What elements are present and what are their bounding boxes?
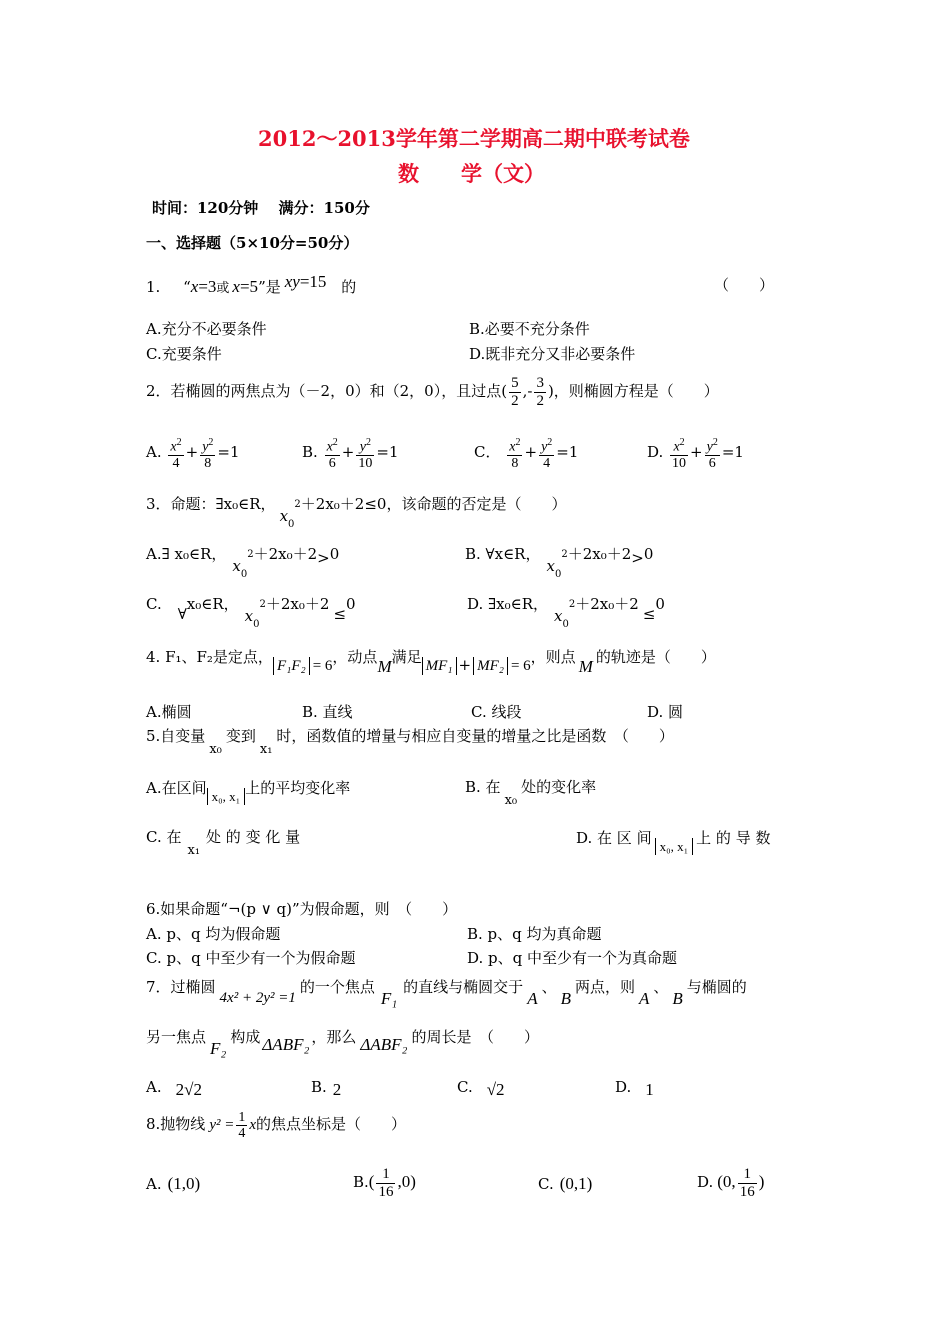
q1-option-c: C.充要条件 bbox=[146, 345, 222, 363]
question-3-stem: 3．命题：∃x₀∈R，$x_0^2+2x_0+2\le 0$，该命题的否定是（ ） bbox=[146, 495, 567, 530]
q1-close-quote: ”是 bbox=[258, 278, 281, 296]
question-2-stem bbox=[146, 373, 719, 410]
q2-stem-post: ，则椭圆方程是（ ） bbox=[553, 382, 719, 400]
q5-option-c: C. 在x₁处 的 变 化 量 bbox=[146, 828, 301, 858]
q1-eq2: =5 bbox=[239, 277, 259, 296]
q8-option-b: B.( $\frac{1}{16}$ ,0) bbox=[353, 1165, 416, 1200]
q2-stem-pre: 2．若椭圆的两焦点为（－2，0）和（2，0），且过点 bbox=[146, 382, 502, 400]
q7-option-a: A. 2√2 bbox=[146, 1078, 202, 1099]
q2-point-open: ( bbox=[501, 382, 508, 400]
q3-option-b: B. ∀x∈R，$x_0^2+2x_0+2>0$ bbox=[465, 545, 654, 580]
q2-point-mid: ,- bbox=[522, 382, 533, 400]
q4-option-a: A.椭圆 bbox=[146, 703, 192, 721]
q6-option-b: B. p、q 均为真命题 bbox=[467, 925, 602, 943]
question-5-stem: 5.自变量x₀变到x₁时，函数值的增量与相应自变量的增量之比是函数 （ ） bbox=[146, 727, 674, 757]
subject-title: 数 学（文） bbox=[398, 161, 545, 186]
q1-var-x: x bbox=[190, 277, 199, 296]
q6-option-a: A. p、q 均为假命题 bbox=[146, 925, 281, 943]
q2-frac-3-2: $\frac{3}{2}$ bbox=[536, 374, 544, 409]
q6-option-d: D. p、q 中至少有一个为真命题 bbox=[467, 949, 678, 967]
q4-option-d: D. 圆 bbox=[647, 703, 684, 721]
q7-option-d: D. 1 bbox=[615, 1078, 654, 1099]
q3-option-c: C.∀x₀∈R，$x_0^2+2x_0+2\le 0$ bbox=[146, 595, 356, 630]
exam-info: 时间：120分钟 满分：150分 bbox=[152, 199, 370, 217]
q7-option-c: C. √2 bbox=[457, 1078, 505, 1099]
q1-eq3: =15 bbox=[299, 272, 327, 291]
q8-option-a: A. (1,0) bbox=[146, 1174, 201, 1193]
section-heading: 一、选择题（5×10分=50分） bbox=[146, 234, 359, 252]
q2-point-close: ) bbox=[547, 382, 554, 400]
q1-de: 的 bbox=[341, 278, 357, 296]
q8-option-c: C. (0,1) bbox=[538, 1174, 593, 1193]
q1-xy: xy bbox=[284, 272, 300, 291]
q4-option-b: B. 直线 bbox=[302, 703, 353, 721]
q1-number: 1. bbox=[146, 278, 161, 296]
q8-option-d: D. (0, $\frac{1}{16}$ ) bbox=[697, 1165, 765, 1200]
q2-option-d: D. $\frac{x^2}{10}$ + $\frac{y^2}{6}$ =1 bbox=[647, 437, 744, 471]
q1-quote: “ bbox=[183, 278, 191, 296]
question-7-line2: 另一焦点F₂构成 ΔABF₂ ，那么 ΔABF₂ 的周长是 （ ） bbox=[146, 1028, 539, 1058]
q1-option-d: D.既非充分又非必要条件 bbox=[469, 345, 636, 363]
q2-option-c: C． $\frac{x^2}{8}$ + $\frac{y^2}{4}$ =1 bbox=[474, 437, 579, 471]
question-4-stem: 4. F₁、F₂是定点， F₁F₂ = 6，动点M满足 MF₁ + MF₂ = 6，则点 M 的轨迹是（ ） bbox=[146, 648, 716, 676]
q3-option-d: D. ∃x₀∈R，$x_0^2+2x_0+2\le 0$ bbox=[467, 595, 665, 630]
q1-or: 或 bbox=[216, 281, 230, 296]
question-1-stem bbox=[146, 272, 357, 296]
q1-option-a: A.充分不必要条件 bbox=[146, 320, 267, 338]
q6-option-c: C. p、q 中至少有一个为假命题 bbox=[146, 949, 356, 967]
q1-eq1: =3 bbox=[198, 277, 217, 296]
question-7-stem: 7．过椭圆4x² + 2y² =1的一个焦点F₁的直线与椭圆交于A、B两点，则A、B与椭圆的 bbox=[146, 978, 747, 1008]
q2-frac-5-2: $\frac{5}{2}$ bbox=[511, 374, 519, 409]
q2-option-a: A. $\frac{x^2}{4}$ + $\frac{y^2}{8}$ =1 bbox=[146, 437, 240, 471]
exam-title: 2012～2013学年第二学期高二期中联考试卷 bbox=[258, 126, 690, 151]
question-8-stem: 8.抛物线 y² = $\frac{1}{4}$ x的焦点坐标是（ ） bbox=[146, 1109, 407, 1141]
q1-option-b: B.必要不充分条件 bbox=[469, 320, 590, 338]
q5-option-a: A.在区间 x₀, x₁ 上的平均变化率 bbox=[146, 779, 351, 804]
q3-option-a: A.∃ x₀∈R，$x_0^2+2x_0+2>0$ bbox=[146, 545, 340, 580]
q7-option-b: B. 2 bbox=[311, 1078, 342, 1099]
q4-option-c: C. 线段 bbox=[471, 703, 522, 721]
q5-option-b: B. 在x₀处的变化率 bbox=[465, 778, 597, 808]
question-6-stem: 6.如果命题“¬(p ∨ q)”为假命题，则 （ ） bbox=[146, 900, 458, 918]
q1-answer-paren: （ ） bbox=[714, 276, 775, 294]
q1-var-x2: x bbox=[232, 277, 240, 296]
q2-option-b: B. $\frac{x^2}{6}$ + $\frac{y^2}{10}$ =1 bbox=[302, 437, 399, 471]
q5-option-d: D. 在 区 间 x₀, x₁ 上 的 导 数 bbox=[576, 829, 771, 854]
